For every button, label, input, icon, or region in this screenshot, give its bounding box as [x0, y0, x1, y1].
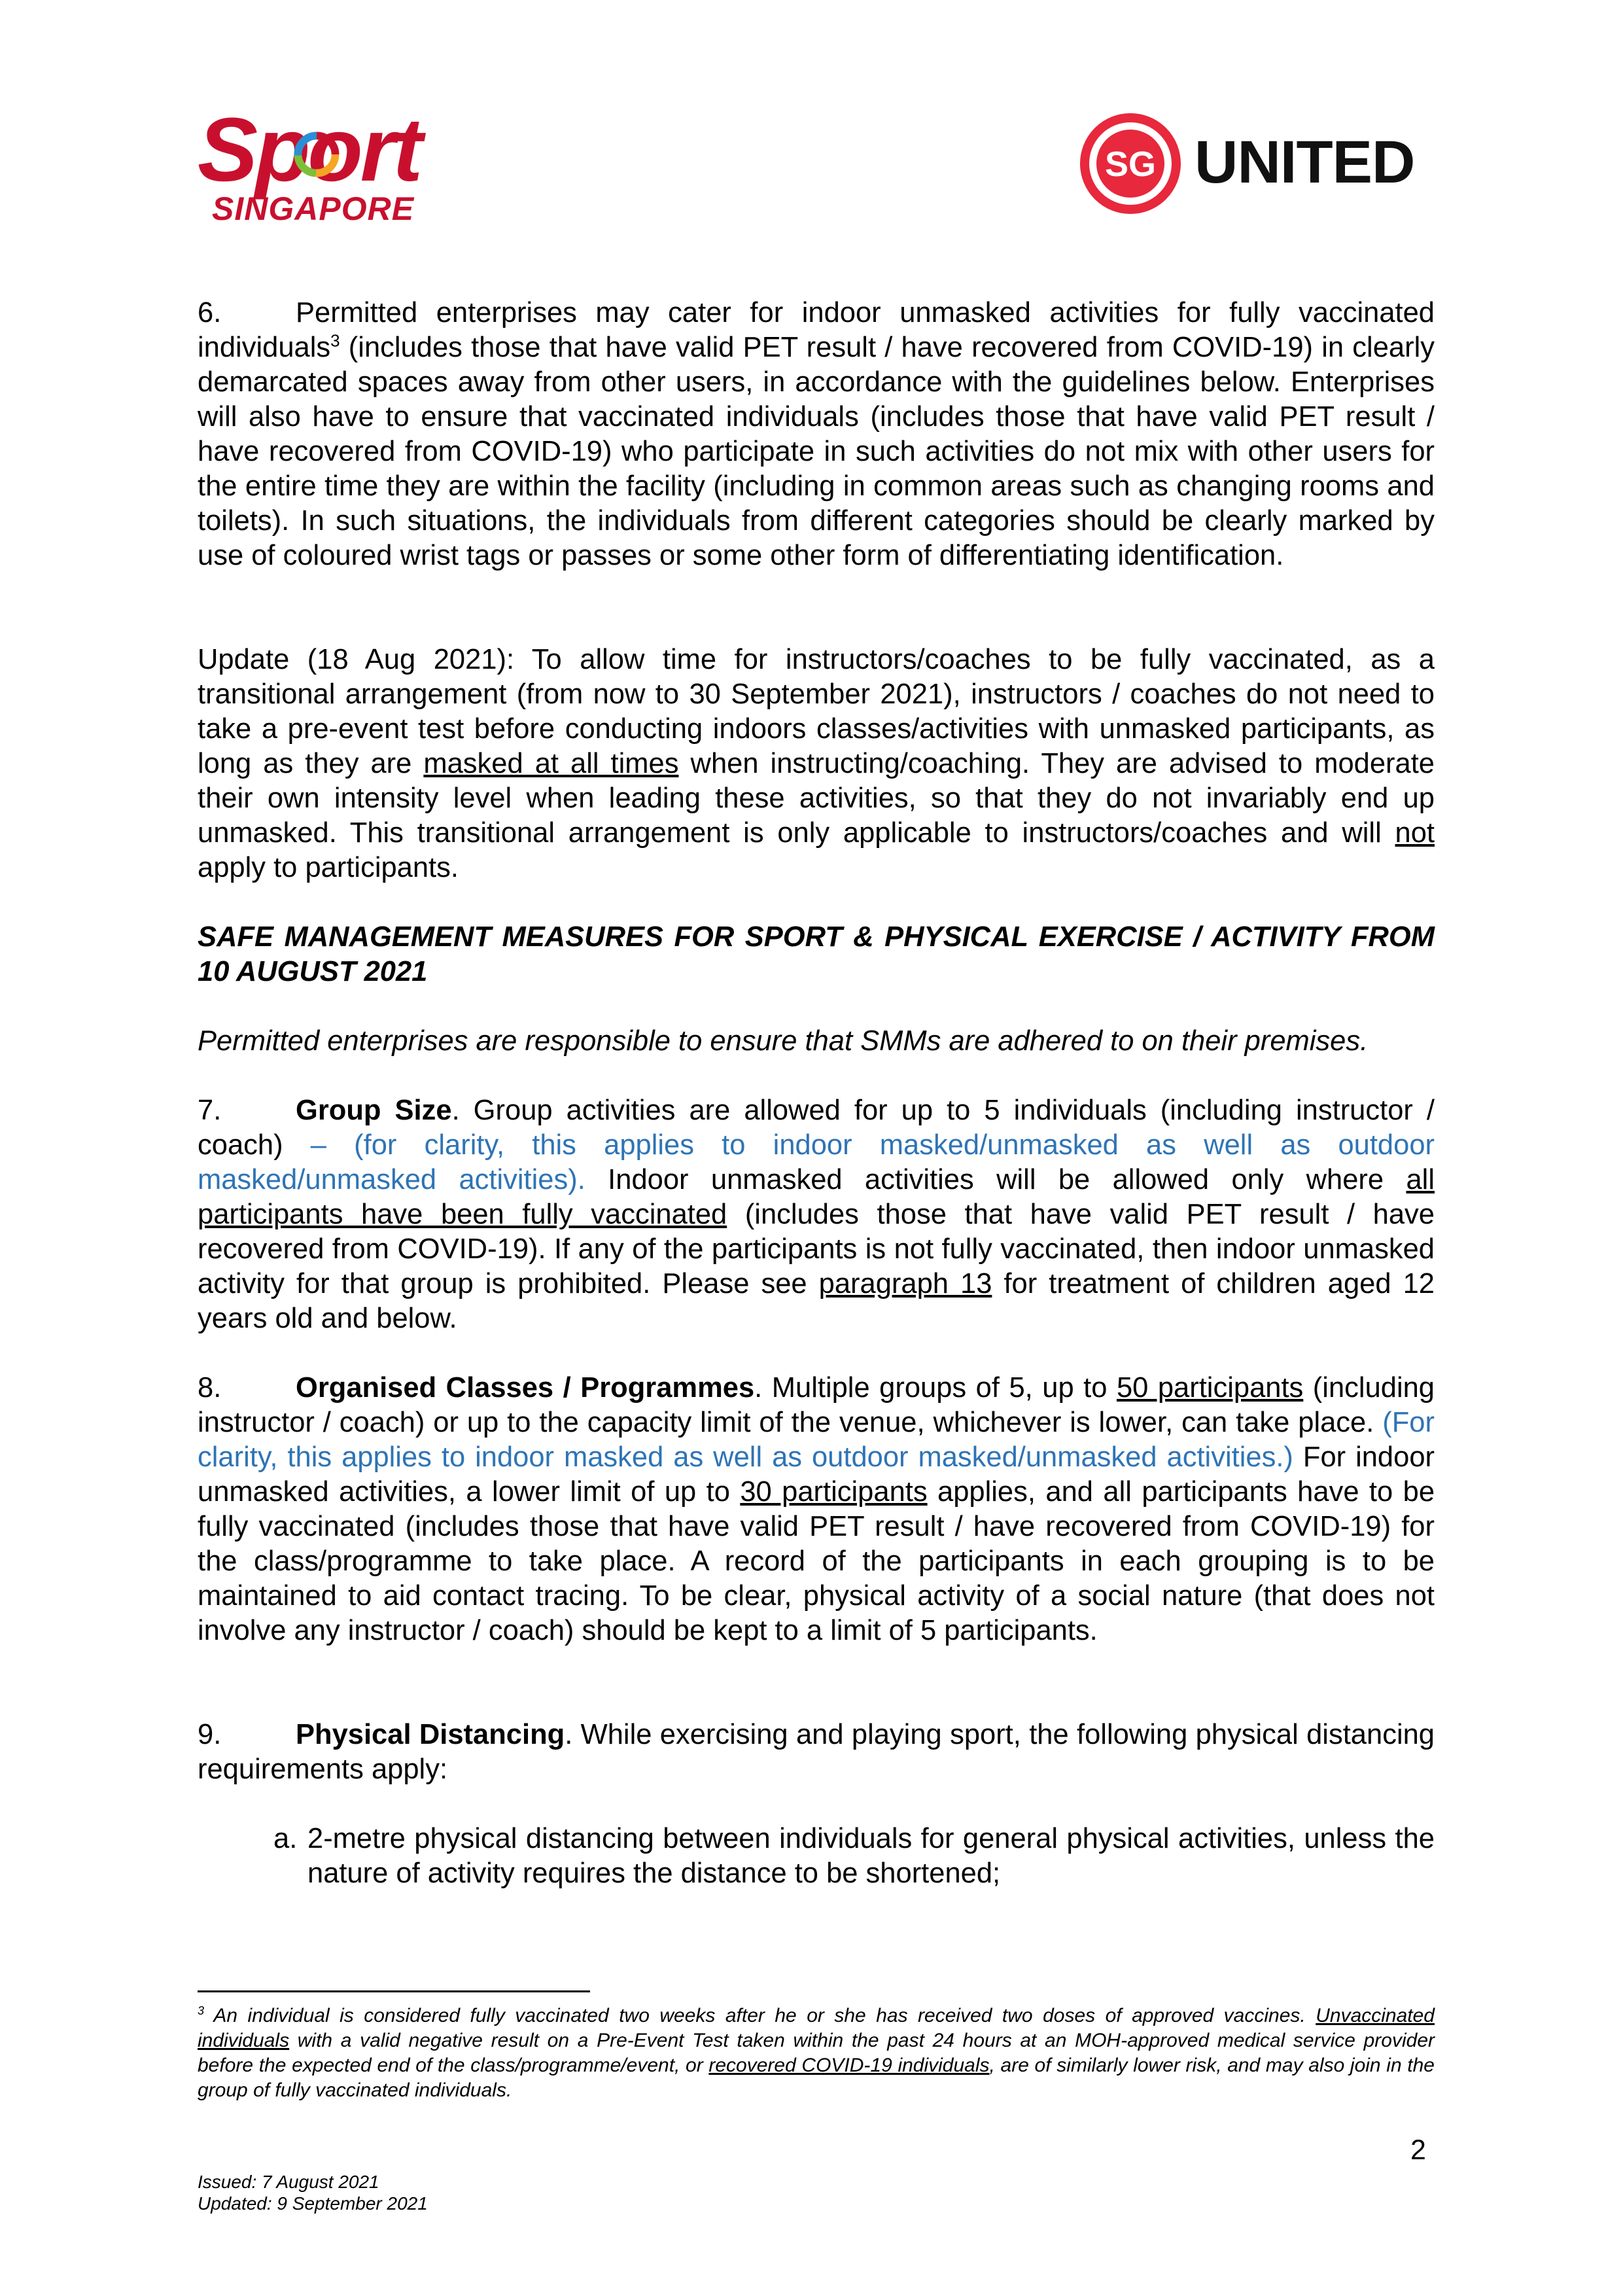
paragraph-7: [198, 1093, 1435, 1336]
para-number: 6.: [198, 297, 222, 328]
underlined-text: 50 participants: [1116, 1372, 1304, 1404]
footnote: [198, 2004, 1435, 2103]
para-text: Indoor unmasked activities will be allowed only where: [585, 1164, 1406, 1195]
sport-ring-icon: [289, 127, 344, 182]
paragraph-link[interactable]: paragraph 13: [818, 1268, 992, 1299]
para-text: when instructing/coaching. They are advised to moderate their own intensity level when leading these activities, so that they do not invariably end up unmasked. This transitional arrangement is only applicable to instructors/coaches and will: [198, 748, 1435, 849]
list-item-a: [273, 1822, 1435, 1891]
clarification-text: – (for clarity, this applies to indoor masked/unmasked as well as outdoor masked/unmasked activities).: [198, 1129, 1435, 1195]
underlined-text: recovered COVID-19 individuals: [708, 2055, 990, 2076]
para-text: apply to participants.: [198, 852, 459, 883]
para-text: . Multiple groups of 5, up to: [754, 1372, 1117, 1404]
sport-logo-subtitle: SINGAPORE: [212, 190, 415, 227]
para-title: Group Size: [296, 1095, 452, 1126]
sg-circle-text: SG: [1104, 145, 1157, 184]
issued-info: [198, 2171, 428, 2214]
underlined-text: not: [1395, 817, 1435, 849]
para-text: for treatment of children aged 12 years old and below.: [198, 1268, 1435, 1334]
para-number: 9.: [198, 1719, 222, 1750]
sport-logo-word: Sport: [198, 99, 421, 200]
underlined-text: all participants have been fully vaccinated: [198, 1164, 1435, 1230]
para-text: (includes those that have valid PET result / have recovered from COVID-19). If any of the participants is not fully vaccinated, then indoor unmasked activity for that group is prohibited. Please see: [198, 1199, 1435, 1299]
para-text: Update (18 Aug 2021): To allow time for instructors/coaches to be fully vaccinated, as a transitional arrangement (from now to 30 September 2021), instructors / coaches do not need to take a pre-event test before conducting indoors classes/activities with unmasked participants, as long as they are: [198, 644, 1435, 779]
underlined-text: 30 participants: [740, 1476, 928, 1508]
paragraph-6: [198, 296, 1435, 573]
para-text: Permitted enterprises may cater for indoor unmasked activities for fully vaccinated individuals: [198, 297, 1435, 363]
para-text: . Group activities are allowed for up to 5 individuals (including instructor / coach): [198, 1095, 1435, 1161]
underlined-text: masked at all times: [423, 748, 679, 779]
list-letter: a.: [273, 1823, 298, 1854]
para-title: Physical Distancing: [296, 1719, 565, 1750]
footnote-ref: 3: [330, 330, 340, 351]
para-number: 8.: [198, 1372, 222, 1404]
paragraph-8: [198, 1371, 1435, 1648]
footnote-marker: 3: [198, 2004, 205, 2017]
heading-text: SAFE MANAGEMENT MEASURES FOR SPORT & PHYSICAL EXERCISE / ACTIVITY FROM 10 AUGUST 2021: [198, 921, 1435, 987]
intro-line: [198, 1024, 1435, 1059]
intro-text: Permitted enterprises are responsible to ensure that SMMs are adhered to on their premises.: [198, 1025, 1369, 1057]
sg-united-word: UNITED: [1195, 129, 1415, 196]
para-number: 7.: [198, 1095, 222, 1126]
para-text: (including instructor / coach) or up to the capacity limit of the venue, whichever is lower, can take place.: [198, 1372, 1435, 1438]
sg-united-logo: [1078, 111, 1431, 222]
list-text: 2-metre physical distancing between individuals for general physical activities, unless the nature of activity requires the distance to be shortened;: [307, 1823, 1435, 1889]
update-paragraph: [198, 643, 1435, 885]
paragraph-9: [198, 1718, 1435, 1787]
para-text: . While exercising and playing sport, the following physical distancing requirements apply:: [198, 1719, 1435, 1785]
para-title: Organised Classes / Programmes: [296, 1372, 755, 1404]
para-text: applies, and all participants have to be fully vaccinated (includes those that have valid PET result / have recovered from COVID-19) for the class/programme to take place. A record of the participants in each grouping is to be maintained to aid contact tracing. To be clear, physical activity of a social nature (that does not involve any instructor / coach) should be kept to a limit of 5 participants.: [198, 1476, 1435, 1646]
issued-date: Issued: 7 August 2021: [198, 2172, 379, 2192]
section-heading: [198, 920, 1435, 989]
footnote-text: An individual is considered fully vaccinated two weeks after he or she has received two doses of approved vaccines.: [204, 2005, 1316, 2026]
sg-circle-icon: [1078, 111, 1183, 216]
para-text: For indoor unmasked activities, a lower limit of up to: [198, 1441, 1435, 1508]
footnote-text: , are of similarly lower risk, and may also join in the group of fully vaccinated individuals.: [198, 2055, 1435, 2101]
sport-singapore-logo: [198, 99, 446, 229]
underlined-text: Unvaccinated individuals: [198, 2005, 1435, 2051]
clarification-text: (For clarity, this applies to indoor masked as well as outdoor masked/unmasked activities.): [198, 1407, 1435, 1473]
footnote-divider: [198, 1990, 590, 1992]
para-text: (includes those that have valid PET result / have recovered from COVID-19) in clearly demarcated spaces away from other users, in accordance with the guidelines below. Enterprises will also have to ensure that vaccinated individuals (includes those that have valid PET result / have recovered from COVID-19) who participate in such activities do not mix with other users for the entire time they are within the facility (including in common areas such as changing rooms and toilets). In such situations, the individuals from different categories should be clearly marked by use of coloured wrist tags or passes or some other form of differentiating identification.: [198, 332, 1435, 571]
footnote-text: with a valid negative result on a Pre-Event Test taken within the past 24 hours at an MOH-approved medical service provider before the expected end of the class/programme/event, or: [198, 2030, 1435, 2076]
page-number: 2: [1410, 2134, 1426, 2166]
updated-date: Updated: 9 September 2021: [198, 2193, 428, 2214]
